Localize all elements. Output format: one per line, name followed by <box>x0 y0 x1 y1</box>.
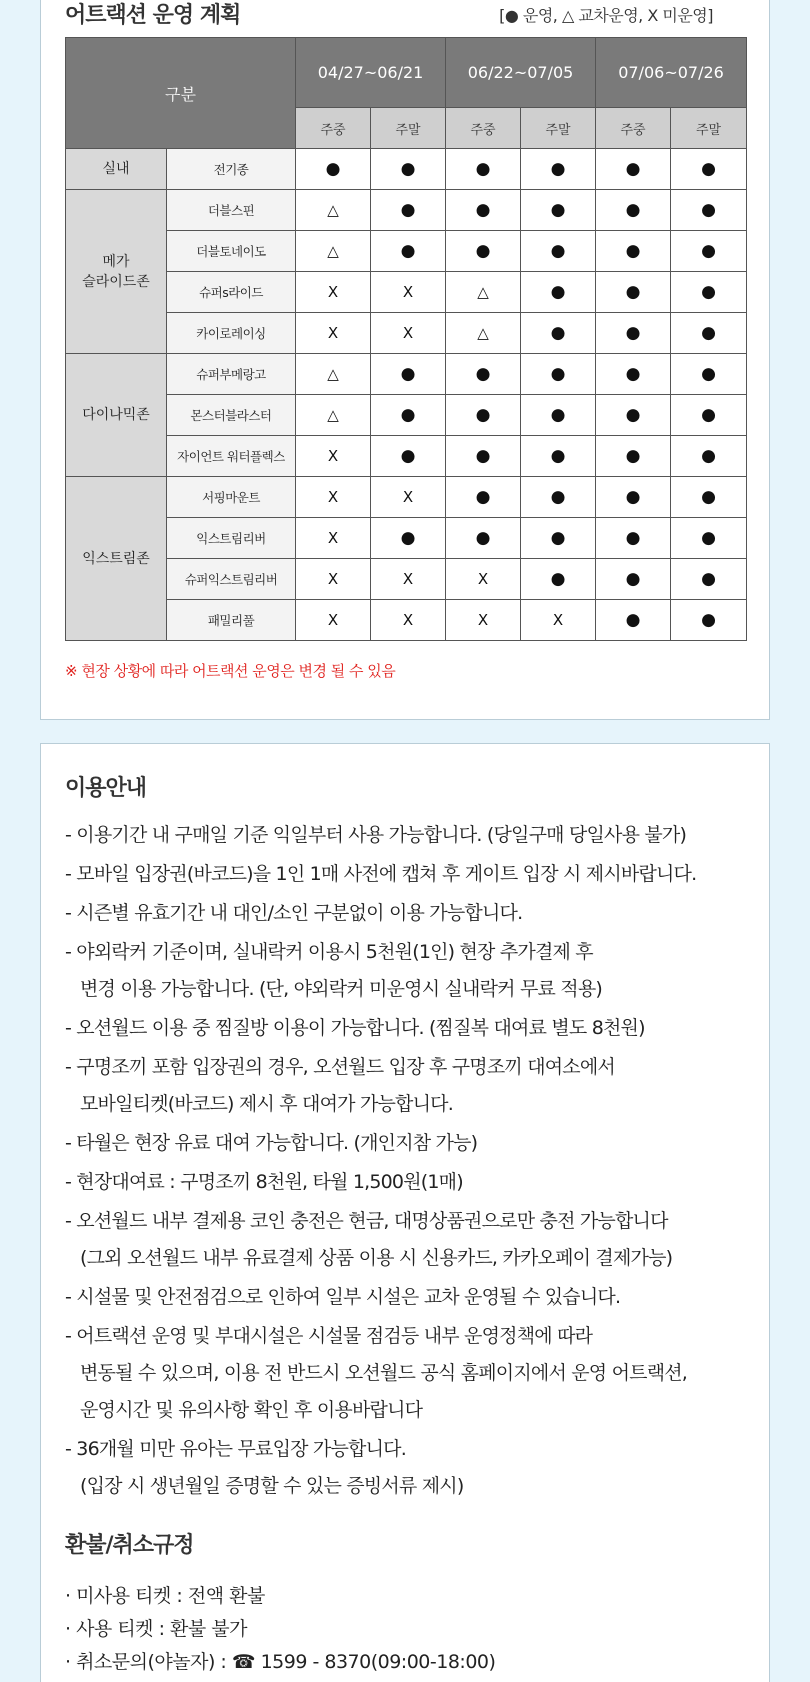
status-closed: X <box>446 600 521 641</box>
status-operating: ● <box>596 477 671 518</box>
header-weekday: 주중 <box>446 108 521 149</box>
guide-item <box>65 856 755 893</box>
refund-policy-list <box>65 1580 495 1679</box>
status-operating: ● <box>596 149 671 190</box>
guide-item-line: (그외 오션월드 내부 유료결제 상품 이용 시 신용카드, 카카오페이 결제가능) <box>80 1247 673 1269</box>
ride-name: 더블토네이도 <box>167 231 296 272</box>
status-closed: X <box>296 313 371 354</box>
zone-name: 다이나믹존 <box>66 354 167 477</box>
status-closed: X <box>446 559 521 600</box>
schedule-row <box>66 436 747 477</box>
zone-name: 실내 <box>66 149 167 190</box>
status-operating: ● <box>446 231 521 272</box>
status-operating: ● <box>671 395 747 436</box>
ride-name: 슈퍼s라이드 <box>167 272 296 313</box>
status-operating: ● <box>446 354 521 395</box>
status-closed: X <box>296 600 371 641</box>
guide-item-line: - 현장대여료 : 구명조끼 8천원, 타월 1,500원(1매) <box>65 1171 463 1193</box>
usage-guide-list <box>65 817 755 1507</box>
status-operating: ● <box>371 190 446 231</box>
status-operating: ● <box>296 149 371 190</box>
guide-item-line: - 36개월 미만 유아는 무료입장 가능합니다. <box>65 1438 406 1460</box>
ride-name: 전기종 <box>167 149 296 190</box>
guide-item-line: - 야외락커 기준이며, 실내락커 이용시 5천원(1인) 현장 추가결제 후 <box>65 941 593 963</box>
status-operating: ● <box>671 231 747 272</box>
status-alternating: △ <box>296 190 371 231</box>
status-operating: ● <box>671 272 747 313</box>
ride-name: 슈퍼익스트림리버 <box>167 559 296 600</box>
ride-name: 패밀리풀 <box>167 600 296 641</box>
status-operating: ● <box>521 354 596 395</box>
schedule-row <box>66 149 747 190</box>
refund-item: · 취소문의(야놀자) : ☎ 1599 - 8370(09:00-18:00) <box>65 1651 496 1673</box>
status-alternating: △ <box>296 354 371 395</box>
guide-item-line: - 시즌별 유효기간 내 대인/소인 구분없이 이용 가능합니다. <box>65 902 523 924</box>
header-weekday: 주중 <box>596 108 671 149</box>
refund-policy-title: 환불/취소규정 <box>65 1533 194 1558</box>
status-operating: ● <box>671 559 747 600</box>
header-weekend: 주말 <box>671 108 747 149</box>
header-period: 07/06~07/26 <box>596 38 747 108</box>
ride-name: 카이로레이싱 <box>167 313 296 354</box>
status-operating: ● <box>671 354 747 395</box>
status-alternating: △ <box>446 272 521 313</box>
guide-item-line: - 오션월드 내부 결제용 코인 충전은 현금, 대명상품권으로만 충전 가능합니다 <box>65 1210 668 1232</box>
ride-name: 자이언트 워터플렉스 <box>167 436 296 477</box>
status-alternating: △ <box>446 313 521 354</box>
status-operating: ● <box>596 272 671 313</box>
status-closed: X <box>296 272 371 313</box>
status-operating: ● <box>371 395 446 436</box>
status-operating: ● <box>521 190 596 231</box>
status-operating: ● <box>521 231 596 272</box>
ride-name: 슈퍼부메랑고 <box>167 354 296 395</box>
guide-item <box>65 1125 755 1162</box>
status-operating: ● <box>596 395 671 436</box>
status-closed: X <box>371 477 446 518</box>
status-operating: ● <box>671 477 747 518</box>
refund-item: · 사용 티켓 : 환불 불가 <box>65 1618 247 1640</box>
status-operating: ● <box>371 354 446 395</box>
guide-item-line: - 오션월드 이용 중 찜질방 이용이 가능합니다. (찜질복 대여료 별도 8천원) <box>65 1017 645 1039</box>
header-weekday: 주중 <box>296 108 371 149</box>
status-operating: ● <box>446 190 521 231</box>
status-closed: X <box>296 559 371 600</box>
schedule-row <box>66 190 747 231</box>
guide-item <box>65 934 755 1008</box>
header-period: 06/22~07/05 <box>446 38 596 108</box>
status-operating: ● <box>671 149 747 190</box>
guide-item <box>65 1431 755 1505</box>
guide-item-line: - 구명조끼 포함 입장권의 경우, 오션월드 입장 후 구명조끼 대여소에서 <box>65 1056 615 1078</box>
guide-item-line: 변경 이용 가능합니다. (단, 야외락커 미운영시 실내락커 무료 적용) <box>80 978 603 1000</box>
guide-item <box>65 817 755 854</box>
zone-name: 익스트림존 <box>66 477 167 641</box>
zone-name: 메가 슬라이드존 <box>66 190 167 354</box>
usage-guide-title: 이용안내 <box>65 776 147 801</box>
header-category: 구분 <box>66 38 296 149</box>
header-weekend: 주말 <box>371 108 446 149</box>
schedule-row <box>66 231 747 272</box>
status-closed: X <box>296 436 371 477</box>
schedule-row <box>66 354 747 395</box>
status-operating: ● <box>521 395 596 436</box>
guide-item <box>65 1318 755 1429</box>
status-operating: ● <box>596 600 671 641</box>
status-operating: ● <box>446 518 521 559</box>
guide-item <box>65 1279 755 1316</box>
status-closed: X <box>371 313 446 354</box>
status-legend: [● 운영, △ 교차운영, X 미운영] <box>499 6 713 25</box>
status-operating: ● <box>521 518 596 559</box>
guide-item-line: 운영시간 및 유의사항 확인 후 이용바랍니다 <box>80 1399 423 1421</box>
guide-item-line: - 시설물 및 안전점검으로 인하여 일부 시설은 교차 운영될 수 있습니다. <box>65 1286 621 1308</box>
status-operating: ● <box>596 231 671 272</box>
status-operating: ● <box>521 436 596 477</box>
status-closed: X <box>296 477 371 518</box>
schedule-row <box>66 518 747 559</box>
status-operating: ● <box>671 313 747 354</box>
guide-item-line: - 타월은 현장 유료 대여 가능합니다. (개인지참 가능) <box>65 1132 478 1154</box>
status-operating: ● <box>596 436 671 477</box>
schedule-row <box>66 600 747 641</box>
ride-name: 익스트림리버 <box>167 518 296 559</box>
schedule-row <box>66 272 747 313</box>
status-operating: ● <box>371 436 446 477</box>
refund-item: · 미사용 티켓 : 전액 환불 <box>65 1585 265 1607</box>
status-operating: ● <box>671 600 747 641</box>
status-closed: X <box>371 600 446 641</box>
guide-item-line: - 이용기간 내 구매일 기준 익일부터 사용 가능합니다. (당일구매 당일사용 불가) <box>65 824 687 846</box>
status-operating: ● <box>596 518 671 559</box>
status-operating: ● <box>521 272 596 313</box>
status-alternating: △ <box>296 395 371 436</box>
guide-item-line: 모바일티켓(바코드) 제시 후 대여가 가능합니다. <box>80 1093 453 1115</box>
status-alternating: △ <box>296 231 371 272</box>
attraction-plan-title: 어트랙션 운영 계획 <box>65 3 241 28</box>
usage-info-card <box>40 743 770 1682</box>
ride-name: 몬스터블라스터 <box>167 395 296 436</box>
status-operating: ● <box>671 436 747 477</box>
schedule-row <box>66 477 747 518</box>
ride-name: 서핑마운트 <box>167 477 296 518</box>
attraction-plan-card <box>40 0 770 720</box>
status-closed: X <box>371 559 446 600</box>
status-operating: ● <box>521 149 596 190</box>
status-operating: ● <box>371 231 446 272</box>
schedule-row <box>66 559 747 600</box>
guide-item-line: 변동될 수 있으며, 이용 전 반드시 오션월드 공식 홈페이지에서 운영 어트랙션, <box>80 1362 688 1384</box>
status-operating: ● <box>521 313 596 354</box>
status-operating: ● <box>596 190 671 231</box>
status-closed: X <box>371 272 446 313</box>
status-operating: ● <box>446 436 521 477</box>
status-operating: ● <box>371 149 446 190</box>
schedule-row <box>66 313 747 354</box>
header-weekend: 주말 <box>521 108 596 149</box>
status-operating: ● <box>521 559 596 600</box>
status-operating: ● <box>596 354 671 395</box>
status-operating: ● <box>671 190 747 231</box>
guide-item-line: - 어트랙션 운영 및 부대시설은 시설물 점검등 내부 운영정책에 따라 <box>65 1325 593 1347</box>
ride-name: 더블스핀 <box>167 190 296 231</box>
status-operating: ● <box>446 395 521 436</box>
guide-item <box>65 1164 755 1201</box>
status-operating: ● <box>521 477 596 518</box>
status-operating: ● <box>671 518 747 559</box>
status-operating: ● <box>371 518 446 559</box>
status-closed: X <box>296 518 371 559</box>
guide-item <box>65 1203 755 1277</box>
guide-item <box>65 1010 755 1047</box>
status-closed: X <box>521 600 596 641</box>
guide-item <box>65 895 755 932</box>
status-operating: ● <box>446 149 521 190</box>
guide-item-line: (입장 시 생년월일 증명할 수 있는 증빙서류 제시) <box>80 1475 464 1497</box>
header-period: 04/27~06/21 <box>296 38 446 108</box>
schedule-row <box>66 395 747 436</box>
guide-item <box>65 1049 755 1123</box>
guide-item-line: - 모바일 입장권(바코드)을 1인 1매 사전에 캡쳐 후 게이트 입장 시 제시바랍니다. <box>65 863 697 885</box>
status-operating: ● <box>596 559 671 600</box>
status-operating: ● <box>446 477 521 518</box>
status-operating: ● <box>596 313 671 354</box>
operation-notice: ※ 현장 상황에 따라 어트랙션 운영은 변경 될 수 있음 <box>65 662 396 680</box>
attraction-schedule-table <box>65 37 747 641</box>
